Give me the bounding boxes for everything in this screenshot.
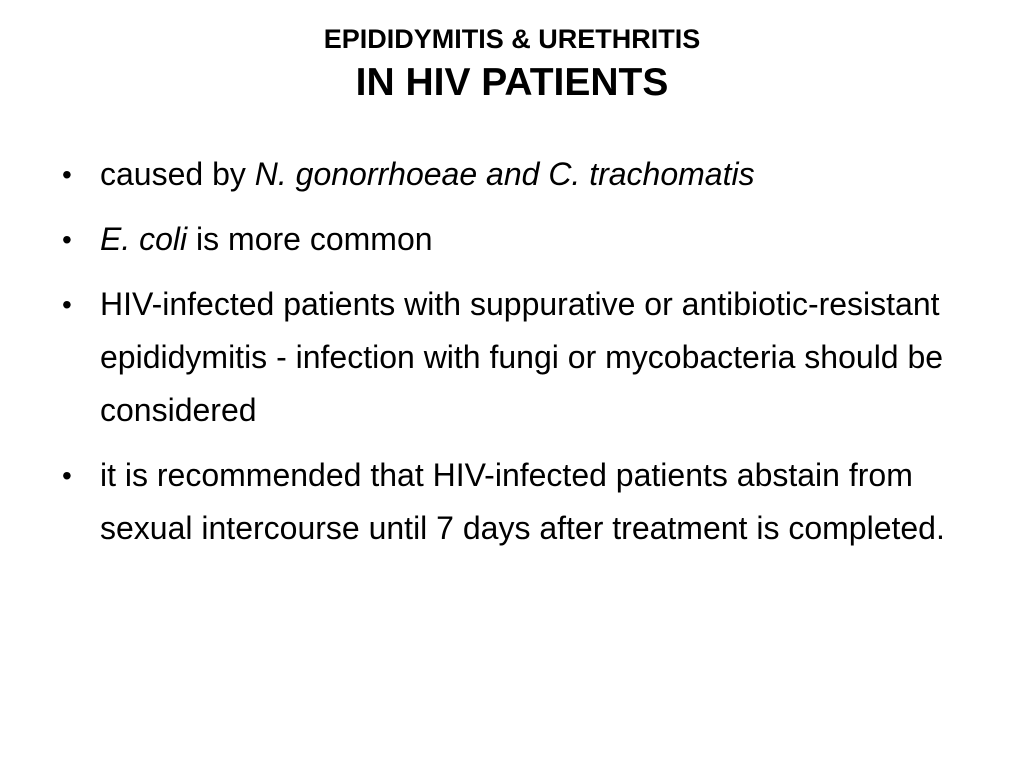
bullet-item-causes [58,148,968,201]
bullet-dot-icon: • [62,460,72,491]
slide-title [0,20,1024,108]
bullet-dot-icon: • [62,289,72,320]
bullet-text-segment: HIV-infected patients with suppurative or antibiotic-resistant epididymitis - infection with fungi or mycobacteria should be considered [100,286,944,428]
bullet-text-segment: is more common [187,221,433,257]
bullet-item-fungi-mycobacteria [58,278,968,437]
title-line-1: EPIDIDYMITIS & URETHRITIS [323,24,701,54]
bullet-dot-icon: • [62,159,72,190]
bullet-text-segment: caused by [100,156,255,192]
bullet-item-ecoli [58,213,968,266]
bullet-text-segment-italic: E. coli [100,221,188,257]
bullet-text-segment: it is recommended that HIV-infected patients abstain from sexual intercourse until 7 days after treatment is completed. [100,457,945,546]
bullet-item-abstain [58,449,968,555]
title-line-2: IN HIV PATIENTS [355,61,669,104]
bullet-list [58,148,968,567]
bullet-text-segment-italic: N. gonorrhoeae and C. trachomatis [254,156,755,192]
bullet-dot-icon: • [62,224,72,255]
